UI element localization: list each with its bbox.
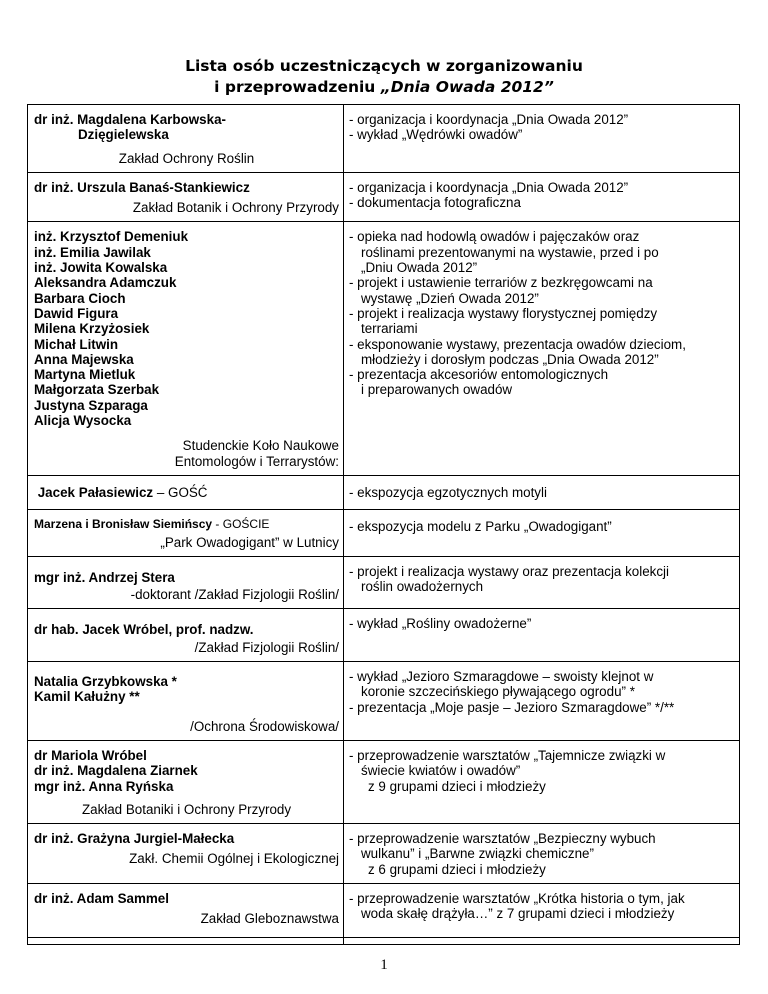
participant-name: dr Mariola Wróbel: [34, 747, 147, 763]
participant-role: – GOŚĆ: [153, 484, 208, 500]
participants-table: [27, 104, 740, 945]
task-line: - projekt i realizacja wystawy florystycznej pomiędzy: [349, 305, 658, 321]
task-line: - eksponowanie wystawy, prezentacja owadów dzieciom,: [349, 336, 686, 352]
table-row: [28, 740, 740, 823]
title-event-name: „Dnia Owada 2012”: [380, 78, 554, 96]
task-line: terrariami: [361, 321, 418, 337]
participant-dept: Zakład Botaniki i Ochrony Przyrody: [81, 801, 292, 817]
task-line: roślin owadożernych: [361, 579, 484, 595]
participant-dept: Entomologów i Terrarystów:: [174, 453, 339, 469]
task-line: - opieka nad hodowlą owadów i pajęczaków oraz: [349, 229, 640, 245]
task-line: - prezentacja akcesoriów entomologicznych: [349, 367, 609, 383]
participant-cell: [28, 740, 344, 823]
participant-dept: „Park Owadogigant” w Lutnicy: [160, 534, 339, 550]
table-row: [28, 609, 740, 662]
participant-dept: -doktorant /Zakład Fizjologii Roślin/: [130, 587, 339, 603]
page-number: 1: [380, 957, 388, 973]
participant-cell: [28, 222, 344, 475]
participant-cell: [28, 510, 344, 557]
participant-name: Alicja Wysocka: [34, 413, 132, 429]
participant-name: Milena Krzyżosiek: [34, 321, 150, 337]
task-cell: [344, 222, 740, 475]
task-line: „Dniu Owada 2012”: [361, 260, 478, 276]
participant-name: mgr inż. Andrzej Stera: [34, 569, 175, 585]
task-cell: [344, 475, 740, 509]
participant-name-cont: Dzięgielewska: [78, 127, 169, 143]
task-line: wystawę „Dzień Owada 2012”: [361, 290, 539, 306]
table-row: [28, 824, 740, 884]
participant-name: inż. Krzysztof Demeniuk: [34, 229, 189, 245]
participant-name: mgr inż. Anna Ryńska: [34, 778, 174, 794]
task-line: woda skałę drążyła…” z 7 grupami dzieci i młodzieży: [361, 906, 675, 922]
task-line: roślinami prezentowanymi na wystawie, przed i po: [361, 244, 659, 260]
task-cell: [344, 172, 740, 222]
participant-dept: Zakład Botanik i Ochrony Przyrody: [132, 200, 339, 216]
table-row: [28, 662, 740, 741]
table-row: [28, 556, 740, 609]
participant-name: Barbara Cioch: [34, 290, 126, 306]
participant-name: dr inż. Adam Sammel: [34, 890, 169, 906]
task-cell: [344, 662, 740, 741]
participant-cell: [28, 883, 344, 937]
participant-cell: [28, 556, 344, 609]
participant-dept: Zakład Ochrony Roślin: [118, 150, 255, 166]
participant-name: Martyna Mietluk: [34, 367, 136, 383]
participant-name: inż. Jowita Kowalska: [34, 260, 168, 276]
participant-dept: Zakł. Chemii Ogólnej i Ekologicznej: [129, 851, 339, 867]
task-line: - organizacja i koordynacja „Dnia Owada 2012”: [349, 112, 629, 127]
empty-cell: [344, 937, 740, 944]
participant-dept: /Ochrona Środowiskowa/: [190, 718, 339, 734]
task-line: - dokumentacja fotograficzna: [349, 195, 521, 211]
participant-name: Kamil Kałużny **: [34, 689, 140, 705]
task-line: koronie szczecińskiego pływającego ogrodu” *: [361, 684, 635, 700]
task-line: - ekspozycja egzotycznych motyli: [349, 484, 547, 500]
participant-name: Dawid Figura: [34, 305, 119, 321]
participant-dept: Studenckie Koło Naukowe: [182, 438, 339, 454]
participant-cell: [28, 105, 344, 173]
task-line: - projekt i realizacja wystawy oraz prezentacja kolekcji: [349, 563, 670, 579]
task-line: - wykład „Rośliny owadożerne”: [349, 616, 532, 632]
task-line: - przeprowadzenie warsztatów „Tajemnicze związki w: [349, 747, 666, 763]
participant-cell: [28, 172, 344, 222]
task-cell: [344, 556, 740, 609]
participant-name: dr inż. Urszula Banaś-Stankiewicz: [34, 179, 250, 195]
task-line: - organizacja i koordynacja „Dnia Owada 2012”: [349, 179, 629, 195]
task-line: młodzieży i dorosłym podczas „Dnia Owada 2012”: [361, 351, 659, 367]
table-row: [28, 105, 740, 173]
participant-cell: [28, 824, 344, 884]
task-line: - projekt i ustawienie terrariów z bezkręgowcami na: [349, 275, 653, 291]
task-line: świecie kwiatów i owadów”: [361, 763, 521, 779]
participant-name: Natalia Grzybkowska *: [34, 674, 177, 690]
task-cell: [344, 824, 740, 884]
task-line: - przeprowadzenie warsztatów „Bezpieczny wybuch: [349, 831, 656, 847]
participant-name-line: [34, 517, 339, 532]
task-line: - wykład „Jezioro Szmaragdowe – swoisty klejnot w: [349, 669, 654, 685]
empty-table-row: [28, 937, 740, 944]
task-line: - przeprowadzenie warsztatów „Krótka historia o tym, jak: [349, 890, 685, 906]
title-line-2: [0, 77, 768, 98]
participant-dept: /Zakład Fizjologii Roślin/: [194, 639, 339, 655]
participant-cell: [28, 475, 344, 509]
task-line: z 6 grupami dzieci i młodzieży: [368, 861, 546, 877]
table-row: [28, 475, 740, 509]
task-line: wulkanu” i „Barwne związki chemiczne”: [361, 846, 594, 862]
task-cell: [344, 740, 740, 823]
participant-dept: Zakład Gleboznawstwa: [200, 911, 339, 927]
participant-name: Justyna Szparaga: [34, 397, 148, 413]
task-cell: [344, 105, 740, 173]
participant-name: Anna Majewska: [34, 351, 134, 367]
task-cell: [344, 883, 740, 937]
participant-cell: [28, 609, 344, 662]
participant-name: dr hab. Jacek Wróbel, prof. nadzw.: [34, 622, 254, 638]
participant-name: Małgorzata Szerbak: [34, 382, 160, 398]
task-line: - ekspozycja modelu z Parku „Owadogigant”: [349, 519, 612, 535]
title-line-1: Lista osób uczestniczących w zorganizowaniu: [185, 57, 583, 75]
participant-name: Marzena i Bronisław Siemińscy: [34, 517, 213, 532]
task-line: - prezentacja „Moje pasje – Jezioro Szmaragdowe” */**: [349, 699, 675, 715]
task-line: - wykład „Wędrówki owadów”: [349, 127, 523, 143]
participant-name: inż. Emilia Jawilak: [34, 244, 151, 260]
participant-name: dr inż. Grażyna Jurgiel-Małecka: [34, 831, 235, 847]
participant-name: Michał Litwin: [34, 336, 119, 352]
table-row: [28, 172, 740, 222]
title-line-2-prefix: i przeprowadzeniu: [214, 78, 381, 96]
participant-name: Jacek Pałasiewicz: [37, 484, 154, 500]
participant-name: dr inż. Magdalena Ziarnek: [34, 763, 198, 779]
participant-name-line: [34, 485, 339, 500]
task-cell: [344, 510, 740, 557]
participant-name: Aleksandra Adamczuk: [34, 275, 177, 291]
table-row: [28, 222, 740, 475]
task-cell: [344, 609, 740, 662]
table-row: [28, 510, 740, 557]
participant-role: - GOŚCIE: [212, 517, 270, 532]
document-title: [0, 56, 768, 98]
participant-name: dr inż. Magdalena Karbowska-: [34, 112, 226, 127]
task-line: z 9 grupami dzieci i młodzieży: [368, 778, 546, 794]
task-line: i preparowanych owadów: [361, 382, 513, 398]
participant-cell: [28, 662, 344, 741]
table-row: [28, 883, 740, 937]
empty-cell: [28, 937, 344, 944]
